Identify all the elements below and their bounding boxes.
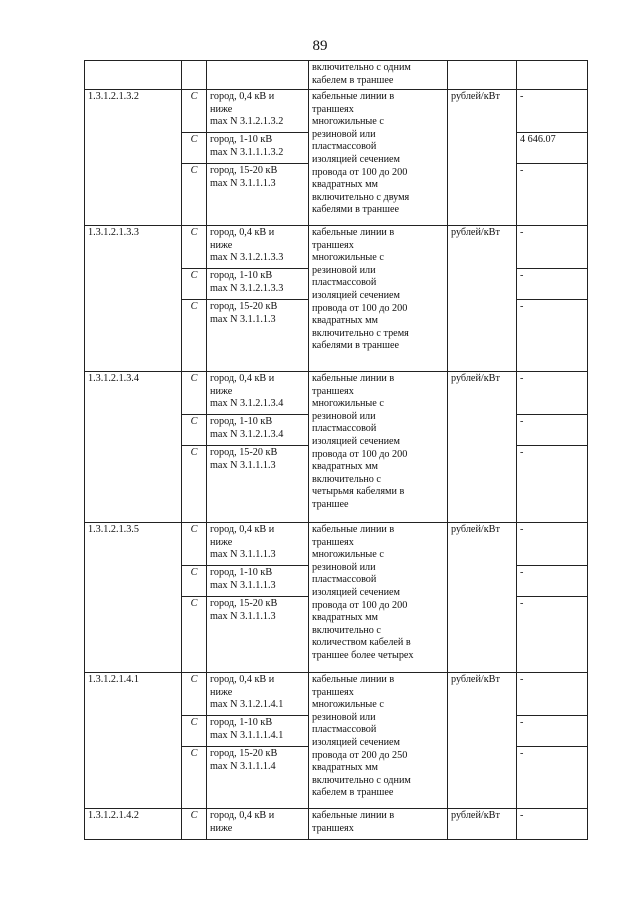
cell-description (207, 415, 309, 446)
description-line: город, 1-10 кВ (210, 416, 273, 427)
cell-value: - (517, 415, 588, 446)
description-line: город, 0,4 кВ и (210, 91, 275, 102)
cable-line: квадратных мм (312, 315, 378, 327)
cell-letter: С (182, 300, 207, 372)
cell-code: 1.3.1.2.1.4.2 (85, 809, 182, 840)
cable-line: квадратных мм (312, 612, 378, 624)
cell-cable-type (309, 372, 448, 523)
cable-line: кабельные линии в (312, 810, 395, 821)
cell-description (207, 566, 309, 597)
cell-cable-type (309, 226, 448, 372)
cable-line: траншее более четырех (312, 649, 414, 661)
cell-description (207, 133, 309, 164)
page-number: 89 (312, 38, 328, 54)
tariff-table-body (85, 61, 588, 840)
cell-value: 4 646.07 (517, 133, 588, 164)
description-line: город, 0,4 кВ и (210, 373, 275, 384)
cell-description (207, 523, 309, 566)
description-line: ниже (210, 822, 233, 834)
cell-value: - (517, 269, 588, 300)
cable-line: резиновой или (312, 264, 376, 276)
cable-line: количеством кабелей в (312, 637, 411, 649)
description-line: max N 3.1.2.1.4.1 (210, 699, 284, 711)
cell-value: - (517, 809, 588, 840)
cell-description (207, 716, 309, 747)
cable-line: пластмассовой (312, 141, 377, 153)
cell-value: - (517, 716, 588, 747)
cable-line: кабельные линии в (312, 373, 395, 384)
table-row (85, 673, 588, 716)
cell-letter: С (182, 716, 207, 747)
description-line: город, 1-10 кВ (210, 717, 273, 728)
cell-letter: С (182, 747, 207, 809)
cell-description (207, 597, 309, 673)
description-line: max N 3.1.2.1.3.4 (210, 428, 284, 440)
cell-description (207, 90, 309, 133)
description-line: город, 15-20 кВ (210, 748, 278, 759)
cable-line: кабельные линии в (312, 91, 395, 102)
cell-value: - (517, 673, 588, 716)
cable-line: включительно с тремя (312, 327, 409, 339)
cable-line: траншеях (312, 239, 354, 251)
cable-line: включительно с (312, 624, 381, 636)
cable-line: провода от 100 до 200 (312, 448, 408, 460)
cable-line: траншее (312, 498, 349, 510)
cell-cable-type (309, 90, 448, 226)
description-line: max N 3.1.1.1.4 (210, 760, 276, 772)
tariff-table (84, 60, 588, 840)
description-line: ниже (210, 239, 233, 251)
cell-value: - (517, 566, 588, 597)
description-line: ниже (210, 103, 233, 115)
cable-line: включительно с двумя (312, 191, 410, 203)
cable-line: квадратных мм (312, 762, 378, 774)
cable-line: четырьмя кабелями в (312, 486, 405, 498)
description-line: город, 15-20 кВ (210, 447, 278, 458)
cable-line: траншеях (312, 536, 354, 548)
cell-letter: С (182, 226, 207, 269)
cable-line: резиновой или (312, 128, 376, 140)
cable-line: изоляцией сечением (312, 435, 401, 447)
cable-line: пластмассовой (312, 574, 377, 586)
cell-code: 1.3.1.2.1.3.2 (85, 90, 182, 226)
cell-unit: рублей/кВт (448, 673, 517, 809)
cable-line: кабелем в траншее (312, 74, 394, 86)
table-row (85, 809, 588, 840)
description-line: город, 0,4 кВ и (210, 674, 275, 685)
cell-unit: рублей/кВт (448, 809, 517, 840)
cable-line: провода от 100 до 200 (312, 599, 408, 611)
cable-line: провода от 100 до 200 (312, 302, 408, 314)
cell-value (517, 61, 588, 90)
cell-value: - (517, 747, 588, 809)
cable-line: многожильные с (312, 549, 384, 561)
cable-line: провода от 200 до 250 (312, 749, 408, 761)
cell-value: - (517, 226, 588, 269)
cable-line: многожильные с (312, 116, 384, 128)
description-line: город, 1-10 кВ (210, 134, 273, 145)
cell-value: - (517, 300, 588, 372)
description-line: max N 3.1.2.1.3.4 (210, 398, 284, 410)
cable-line: пластмассовой (312, 277, 377, 289)
cable-line: изоляцией сечением (312, 736, 401, 748)
cell-description (207, 372, 309, 415)
cell-description (207, 300, 309, 372)
description-line: max N 3.1.1.1.3 (210, 459, 276, 471)
cell-code: 1.3.1.2.1.3.3 (85, 226, 182, 372)
description-line: max N 3.1.1.1.3 (210, 549, 276, 561)
cable-line: резиновой или (312, 711, 376, 723)
description-line: max N 3.1.1.1.3 (210, 177, 276, 189)
cell-description (207, 809, 309, 840)
cell-description (207, 747, 309, 809)
cable-line: кабелем в траншее (312, 787, 394, 799)
cable-line: траншеях (312, 822, 354, 834)
description-line: max N 3.1.1.1.4.1 (210, 729, 284, 741)
cell-letter: С (182, 446, 207, 523)
description-line: max N 3.1.2.1.3.3 (210, 252, 284, 264)
cell-value: - (517, 523, 588, 566)
cell-unit: рублей/кВт (448, 90, 517, 226)
cell-letter: С (182, 673, 207, 716)
cable-line: провода от 100 до 200 (312, 166, 408, 178)
description-line: max N 3.1.2.1.3.2 (210, 116, 284, 128)
cell-unit: рублей/кВт (448, 226, 517, 372)
cable-line: многожильные с (312, 398, 384, 410)
description-line: город, 1-10 кВ (210, 567, 273, 578)
cell-letter: С (182, 566, 207, 597)
cell-letter: С (182, 372, 207, 415)
cable-line: изоляцией сечением (312, 586, 401, 598)
cable-line: кабелями в траншее (312, 340, 399, 352)
cell-cable-type (309, 61, 448, 90)
cell-letter: С (182, 597, 207, 673)
description-line: город, 0,4 кВ и (210, 810, 275, 821)
cell-letter: С (182, 415, 207, 446)
cell-unit (448, 61, 517, 90)
cable-line: кабелями в траншее (312, 204, 399, 216)
cell-cable-type (309, 673, 448, 809)
cell-description (207, 61, 309, 90)
cable-line: траншеях (312, 385, 354, 397)
cell-unit: рублей/кВт (448, 372, 517, 523)
cell-value: - (517, 164, 588, 226)
description-line: ниже (210, 686, 233, 698)
cable-line: многожильные с (312, 699, 384, 711)
table-row (85, 372, 588, 415)
description-line: город, 15-20 кВ (210, 165, 278, 176)
description-line: max N 3.1.1.1.3 (210, 579, 276, 591)
cable-line: кабельные линии в (312, 674, 395, 685)
cell-letter: С (182, 523, 207, 566)
cell-description (207, 226, 309, 269)
cable-line: многожильные с (312, 252, 384, 264)
cell-code: 1.3.1.2.1.4.1 (85, 673, 182, 809)
description-line: max N 3.1.1.1.3.2 (210, 146, 284, 158)
description-line: max N 3.1.1.1.3 (210, 313, 276, 325)
cell-letter: С (182, 164, 207, 226)
cable-line: включительно с (312, 473, 381, 485)
description-line: город, 0,4 кВ и (210, 524, 275, 535)
cell-code: 1.3.1.2.1.3.5 (85, 523, 182, 673)
cable-line: квадратных мм (312, 461, 378, 473)
description-line: max N 3.1.2.1.3.3 (210, 282, 284, 294)
cable-line: резиновой или (312, 410, 376, 422)
table-row-continuation (85, 61, 588, 90)
cable-line: изоляцией сечением (312, 153, 401, 165)
cable-line: квадратных мм (312, 179, 378, 191)
cable-line: кабельные линии в (312, 524, 395, 535)
table-row (85, 90, 588, 133)
cable-line: кабельные линии в (312, 227, 395, 238)
description-line: город, 1-10 кВ (210, 270, 273, 281)
cell-value: - (517, 597, 588, 673)
description-line: ниже (210, 536, 233, 548)
description-line: город, 15-20 кВ (210, 301, 278, 312)
cell-description (207, 446, 309, 523)
cell-letter: С (182, 809, 207, 840)
cell-value: - (517, 446, 588, 523)
cell-letter: С (182, 90, 207, 133)
cable-line: изоляцией сечением (312, 289, 401, 301)
cable-line: пластмассовой (312, 423, 377, 435)
cable-line: включительно с одним (312, 774, 411, 786)
cell-description (207, 673, 309, 716)
description-line: max N 3.1.1.1.3 (210, 610, 276, 622)
description-line: город, 15-20 кВ (210, 598, 278, 609)
cell-value: - (517, 372, 588, 415)
cell-letter: С (182, 133, 207, 164)
cell-description (207, 164, 309, 226)
table-row (85, 523, 588, 566)
cell-code: 1.3.1.2.1.3.4 (85, 372, 182, 523)
cell-value: - (517, 90, 588, 133)
cable-line: пластмассовой (312, 724, 377, 736)
description-line: город, 0,4 кВ и (210, 227, 275, 238)
table-row (85, 226, 588, 269)
cell-description (207, 269, 309, 300)
cell-letter: С (182, 269, 207, 300)
cell-cable-type (309, 809, 448, 840)
cell-unit: рублей/кВт (448, 523, 517, 673)
cable-line: резиновой или (312, 561, 376, 573)
cell-letter (182, 61, 207, 90)
cable-line: траншеях (312, 103, 354, 115)
cell-cable-type (309, 523, 448, 673)
description-line: ниже (210, 385, 233, 397)
cell-code (85, 61, 182, 90)
cable-line: траншеях (312, 686, 354, 698)
cable-line: включительно с одним (312, 62, 411, 73)
